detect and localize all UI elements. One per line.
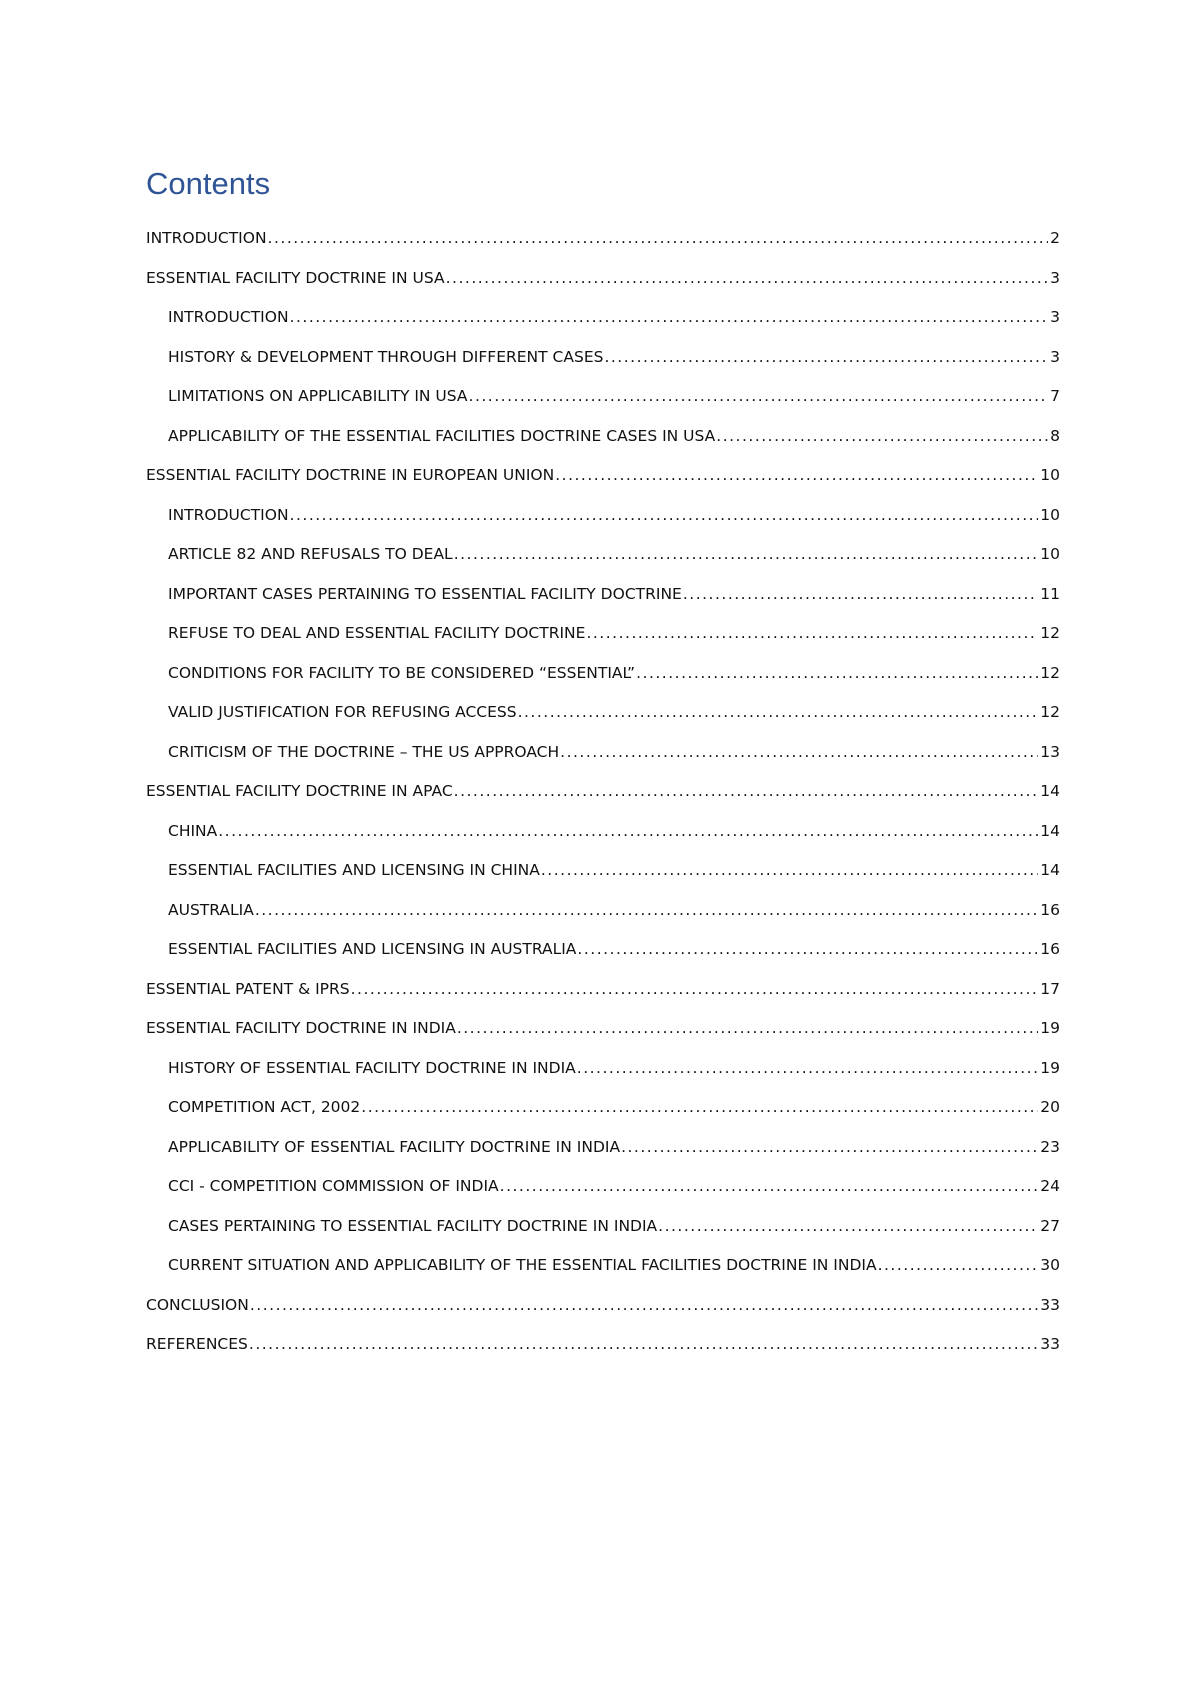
toc-entry-page: 19 [1040,1019,1060,1037]
toc-entry-page: 20 [1040,1098,1060,1116]
toc-entry[interactable] [146,1294,1060,1334]
toc-entry[interactable] [146,1215,1060,1255]
toc-entry-label: ARTICLE 82 AND REFUSALS TO DEAL [168,545,453,563]
toc-entry-label: ESSENTIAL FACILITY DOCTRINE IN USA [146,268,445,287]
toc-entry-label: ESSENTIAL FACILITY DOCTRINE IN APAC [146,782,453,800]
toc-entry-page: 23 [1040,1137,1060,1156]
toc-entry[interactable] [146,701,1060,741]
toc-entry-label: HISTORY OF ESSENTIAL FACILITY DOCTRINE IN INDIA [168,1058,576,1077]
toc-entry[interactable] [146,899,1060,939]
toc-entry-label: IMPORTANT CASES PERTAINING TO ESSENTIAL FACILITY DOCTRINE [168,584,682,603]
toc-entry-label: APPLICABILITY OF ESSENTIAL FACILITY DOCTRINE IN INDIA [168,1137,621,1156]
toc-entry[interactable] [146,227,1060,267]
toc-entry-page: 16 [1040,940,1060,958]
toc-dot-leader [636,662,1038,684]
toc-entry-page: 12 [1040,663,1060,682]
toc-entry-page: 12 [1040,624,1060,642]
toc-entry-label: CONCLUSION [146,1295,249,1314]
toc-title: Contents [146,166,271,201]
toc-dot-leader [500,1175,1039,1197]
toc-dot-leader [469,385,1049,407]
toc-entry[interactable] [146,938,1060,978]
toc-entry[interactable] [146,385,1060,425]
toc-entry[interactable] [146,978,1060,1018]
toc-dot-leader [361,1096,1038,1118]
toc-entry-page: 14 [1040,861,1060,879]
toc-entry-label: HISTORY & DEVELOPMENT THROUGH DIFFERENT CASES [168,347,604,366]
table-of-contents [146,227,1060,1373]
toc-entry-page: 14 [1040,821,1060,840]
toc-dot-leader [560,741,1038,763]
toc-entry-page: 24 [1040,1177,1060,1195]
toc-entry[interactable] [146,662,1060,702]
toc-entry-label: ESSENTIAL PATENT & IPRS [146,979,350,998]
toc-entry[interactable] [146,425,1060,465]
toc-entry-page: 13 [1040,742,1060,761]
toc-dot-leader [577,938,1038,960]
toc-entry-label: ESSENTIAL FACILITIES AND LICENSING IN CHINA [168,861,540,879]
toc-dot-leader [621,1136,1038,1158]
toc-entry[interactable] [146,346,1060,386]
toc-entry-label: INTRODUCTION [168,308,289,326]
toc-entry-label: ESSENTIAL FACILITY DOCTRINE IN EUROPEAN UNION [146,466,555,484]
toc-dot-leader [604,346,1048,368]
toc-dot-leader [518,701,1039,723]
toc-entry[interactable] [146,583,1060,623]
toc-dot-leader [454,543,1039,565]
toc-entry-label: INTRODUCTION [168,505,289,524]
toc-entry[interactable] [146,1017,1060,1057]
toc-entry-page: 27 [1040,1216,1060,1235]
toc-entry-label: REFERENCES [146,1335,248,1353]
toc-entry-label: LIMITATIONS ON APPLICABILITY IN USA [168,387,468,405]
toc-entry[interactable] [146,1254,1060,1294]
toc-entry-label: ESSENTIAL FACILITY DOCTRINE IN INDIA [146,1019,456,1037]
toc-dot-leader [249,1333,1038,1355]
toc-entry[interactable] [146,622,1060,662]
toc-entry-label: AUSTRALIA [168,900,254,919]
toc-dot-leader [250,1294,1038,1316]
toc-entry-page: 12 [1040,703,1060,721]
toc-entry-label: VALID JUSTIFICATION FOR REFUSING ACCESS [168,703,517,721]
toc-entry-page: 19 [1040,1058,1060,1077]
toc-entry[interactable] [146,1136,1060,1176]
toc-entry[interactable] [146,1333,1060,1373]
toc-dot-leader [716,425,1048,447]
toc-entry-label: INTRODUCTION [146,229,267,247]
toc-entry[interactable] [146,741,1060,781]
toc-entry-label: CCI - COMPETITION COMMISSION OF INDIA [168,1177,499,1195]
toc-entry-page: 17 [1040,979,1060,998]
toc-dot-leader [658,1215,1038,1237]
toc-entry-label: REFUSE TO DEAL AND ESSENTIAL FACILITY DOCTRINE [168,624,586,642]
toc-entry[interactable] [146,859,1060,899]
toc-dot-leader [446,267,1049,289]
toc-entry-label: CURRENT SITUATION AND APPLICABILITY OF THE ESSENTIAL FACILITIES DOCTRINE IN INDIA [168,1256,877,1274]
toc-dot-leader [218,820,1038,842]
toc-entry-page: 16 [1040,900,1060,919]
toc-entry-page: 30 [1040,1256,1060,1274]
toc-dot-leader [351,978,1039,1000]
toc-dot-leader [290,504,1039,526]
toc-entry-label: ESSENTIAL FACILITIES AND LICENSING IN AUSTRALIA [168,940,577,958]
toc-dot-leader [577,1057,1039,1079]
toc-entry-label: CRITICISM OF THE DOCTRINE – THE US APPROACH [168,742,560,761]
toc-dot-leader [683,583,1038,605]
toc-dot-leader [555,464,1038,486]
toc-entry-page: 10 [1040,466,1060,484]
toc-entry-page: 7 [1050,387,1060,405]
toc-entry-page: 3 [1050,268,1060,287]
toc-entry-label: APPLICABILITY OF THE ESSENTIAL FACILITIES DOCTRINE CASES IN USA [168,426,716,445]
toc-entry-page: 2 [1050,229,1060,247]
toc-entry[interactable] [146,780,1060,820]
toc-entry-page: 10 [1040,505,1060,524]
toc-entry[interactable] [146,464,1060,504]
toc-dot-leader [255,899,1038,921]
toc-entry-page: 3 [1050,308,1060,326]
toc-entry-page: 33 [1040,1295,1060,1314]
toc-entry-label: CHINA [168,821,218,840]
toc-entry[interactable] [146,1175,1060,1215]
toc-dot-leader [290,306,1049,328]
toc-entry[interactable] [146,1096,1060,1136]
toc-dot-leader [457,1017,1038,1039]
toc-entry[interactable] [146,820,1060,860]
toc-dot-leader [268,227,1049,249]
toc-entry-page: 11 [1040,584,1060,603]
toc-dot-leader [586,622,1038,644]
toc-entry-label: COMPETITION ACT, 2002 [168,1098,361,1116]
toc-entry[interactable] [146,1057,1060,1097]
toc-dot-leader [541,859,1038,881]
toc-entry[interactable] [146,504,1060,544]
toc-entry[interactable] [146,306,1060,346]
toc-entry-label: CONDITIONS FOR FACILITY TO BE CONSIDERED “ESSENTIAL” [168,663,636,682]
toc-dot-leader [878,1254,1039,1276]
toc-entry[interactable] [146,543,1060,583]
toc-entry[interactable] [146,267,1060,307]
toc-entry-page: 8 [1050,426,1060,445]
toc-entry-page: 10 [1040,545,1060,563]
toc-entry-label: CASES PERTAINING TO ESSENTIAL FACILITY DOCTRINE IN INDIA [168,1216,658,1235]
toc-entry-page: 33 [1040,1335,1060,1353]
toc-entry-page: 14 [1040,782,1060,800]
toc-entry-page: 3 [1050,347,1060,366]
toc-dot-leader [454,780,1039,802]
